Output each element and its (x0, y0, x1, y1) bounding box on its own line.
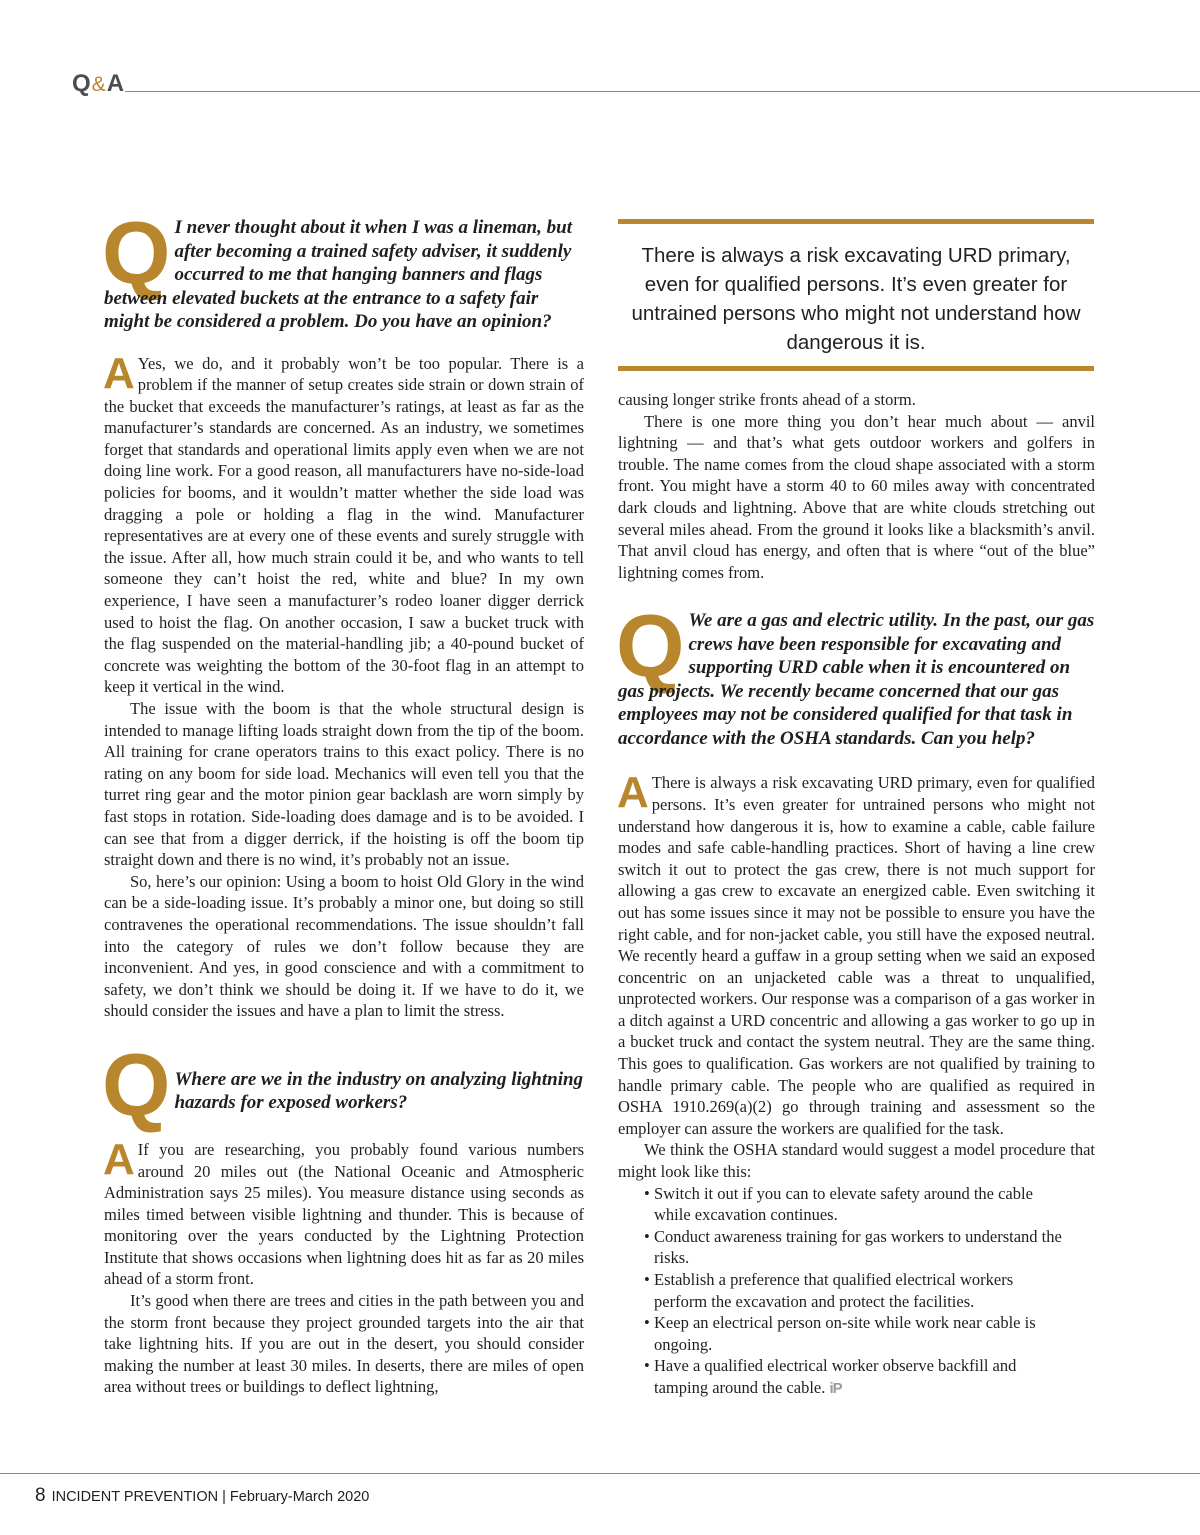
procedure-list (618, 1183, 1095, 1400)
question-1-letter: Q (102, 203, 171, 302)
answer-1-paragraph-3: So, here’s our opinion: Using a boom to hoist Old Glory in the wind can be a side-loading issue. It’s probably a minor one, but doing so still contravenes the operational recommendations. The issue shouldn’t fall into the category of rules we don’t follow because they are inconvenient. And yes, in good conscience and with a commitment to safety, we don’t think we should be doing it. If we have to do it, we should consider the issues and have a plan to limit the stress. (104, 871, 584, 1021)
answer-2-letter: A (103, 1134, 135, 1184)
question-1 (102, 203, 584, 334)
question-2 (102, 1034, 584, 1134)
list-item: • Establish a preference that qualified electrical workers perform the excavation and protect the facilities. (644, 1269, 1095, 1312)
answer-2-paragraph-2: It’s good when there are trees and cities in the path between you and the storm front because they project grounded targets into the air that take lightning hits. If you are out in the desert, you should consider making the number at least 30 miles. In deserts, there are miles of open area without trees or buildings to deflect lightning, (104, 1291, 584, 1397)
answer-2 (103, 1134, 584, 1398)
section-header (72, 70, 125, 98)
answer-1-paragraph-2: The issue with the boom is that the whole structural design is intended to manage lifting loads straight down from the tip of the boom. All training for crane operators trains to this exact policy. There is no rating on any boom for side load. Mechanics will even tell you that the turret ring gear and the motor pinion gear backlash are worn simply by fast stops in rotation. Side-loading does damage and is to be avoided. I can see that from a digger derrick, if the hoisting is off the boom tip straight down and there is no wind, it’s probably not an issue. (104, 699, 584, 870)
page-footer (35, 1485, 369, 1507)
pull-quote-text: There is always a risk excavating URD primary, even for qualified persons. It’s even greater for untrained persons who might not understand how dangerous it is. (631, 244, 1081, 354)
continued-paragraph: causing longer strike fronts ahead of a storm. (618, 390, 916, 409)
answer-3 (617, 768, 1095, 1399)
list-item-text: Have a qualified electrical worker observe backfill and tamping around the cable. (654, 1356, 1017, 1397)
list-item: • Conduct awareness training for gas workers to understand the risks. (644, 1226, 1095, 1269)
answer-1-paragraph-1: Yes, we do, and it probably won’t be too popular. There is a problem if the manner of setup creates side strain or down strain of the bucket that exceeds the manufacturer’s ratings, at least as far as the manufacturer’s standards are concerned. As an industry, we sometimes forget that standards and operational limits apply even when we are not doing line work. For a good reason, all manufacturers have no-side-load policies for booms, and it wouldn’t matter whether the side load was dragging a pole or holding a flag in the wind. Manufacturer representatives are at every one of these events and surely struggle with the issue. After all, how much strain could it be, and who wants to tell someone they can’t hoist the red, white and blue? In my own experience, I have seen a manufacturer’s rodeo loaner digger derrick used to hoist the flag. On another occasion, I saw a bucket truck with the flag suspended on the material-handling jib; a 40-pound bucket of concrete was weighting the bottom of the 30-foot flag in an attempt to keep it vertical in the wind. (104, 353, 584, 697)
page-number: 8 (35, 1485, 46, 1506)
question-3 (616, 596, 1095, 750)
answer-3-paragraph-2: We think the OSHA standard would suggest a model procedure that might look like this: (618, 1140, 1095, 1182)
list-item: • Keep an electrical person on-site while work near cable is ongoing. (644, 1312, 1095, 1355)
answer-3-letter: A (617, 768, 649, 818)
question-3-letter: Q (616, 596, 685, 696)
header-a: A (106, 70, 126, 97)
header-amp: & (91, 73, 107, 96)
question-2-letter: Q (102, 1034, 171, 1134)
left-column (102, 203, 584, 1398)
question-3-text: We are a gas and electric utility. In the past, our gas crews have been responsible for excavating and supporting URD cable when it is encountered on gas projects. We recently became concerned that our gas employees may not be considered qualified for that task in accordance with the OSHA standards. Can you help? (618, 610, 1095, 749)
list-item: • Switch it out if you can to elevate safety around the cable while excavation continues. (644, 1183, 1095, 1226)
question-2-text: Where are we in the industry on analyzing lightning hazards for exposed workers? (174, 1068, 584, 1114)
answer-1 (103, 348, 584, 1022)
answer-1-letter: A (103, 348, 135, 398)
anvil-lightning-paragraph: There is one more thing you don’t hear much about — anvil lightning — and that’s what gets outdoor workers and golfers in trouble. The name comes from the cloud shape associated with a storm front. You might have a storm 40 to 60 miles away with concentrated dark clouds and lightning. Above that are white clouds stretching out several miles ahead. From the ground it looks like a blacksmith’s anvil. That anvil cloud has energy, and often that is where “out of the blue” lightning comes from. (618, 411, 1095, 582)
header-rule (125, 91, 1200, 92)
pull-quote (618, 219, 1094, 371)
footer-text: INCIDENT PREVENTION | February-March 2020 (51, 1489, 370, 1505)
answer-3-paragraph-1: There is always a risk excavating URD primary, even for qualified persons. It’s even greater for untrained persons who might not understand how dangerous it is, how to examine a cable, cable failure modes and safe cable-handling practices. Short of having a line crew switch it out to protect the gas crew, there is not much support for allowing a gas crew to excavate an energized cable. Even switching it out has some issues since it may not be possible to ensure you have the right cable, and for non-jacket cable, you still have the exposed neutral. We recently heard a guffaw in a group setting when we said an exposed concentric on an unjacketed cable was a threat to unqualified, unprotected workers. Our response was a comparison of a gas worker in a ditch against a URD concentric and allowing a gas worker to go up in a bucket truck and contact the system neutral. They are the same thing. This goes to qualification. Gas workers are not qualified by training to handle primary cable. The people who are qualified as required in OSHA 1910.269(a)(2) go through training and assessment so the employer can assure the workers are qualified for the task. (618, 773, 1095, 1138)
right-column (618, 389, 1095, 1400)
answer-2-paragraph-1: If you are researching, you probably found various numbers around 20 miles out (the National Oceanic and Atmospheric Administration says 25 miles). You measure distance using seconds as miles timed between visible lightning and thunder. This is because of monitoring over the years conducted by the Lightning Protection Institute that shows occasions when lightning does hit as far as 20 miles ahead of a storm front. (104, 1139, 584, 1289)
footer-rule (0, 1473, 1200, 1474)
question-1-text: I never thought about it when I was a lineman, but after becoming a trained safety adviser, it suddenly occurred to me that hanging banners and flags between elevated buckets at the entrance to a safety fair might be considered a problem. Do you have an opinion? (104, 217, 572, 332)
end-mark-logo: iP (829, 1379, 842, 1397)
list-item (644, 1355, 1095, 1399)
header-q: Q (72, 70, 92, 97)
